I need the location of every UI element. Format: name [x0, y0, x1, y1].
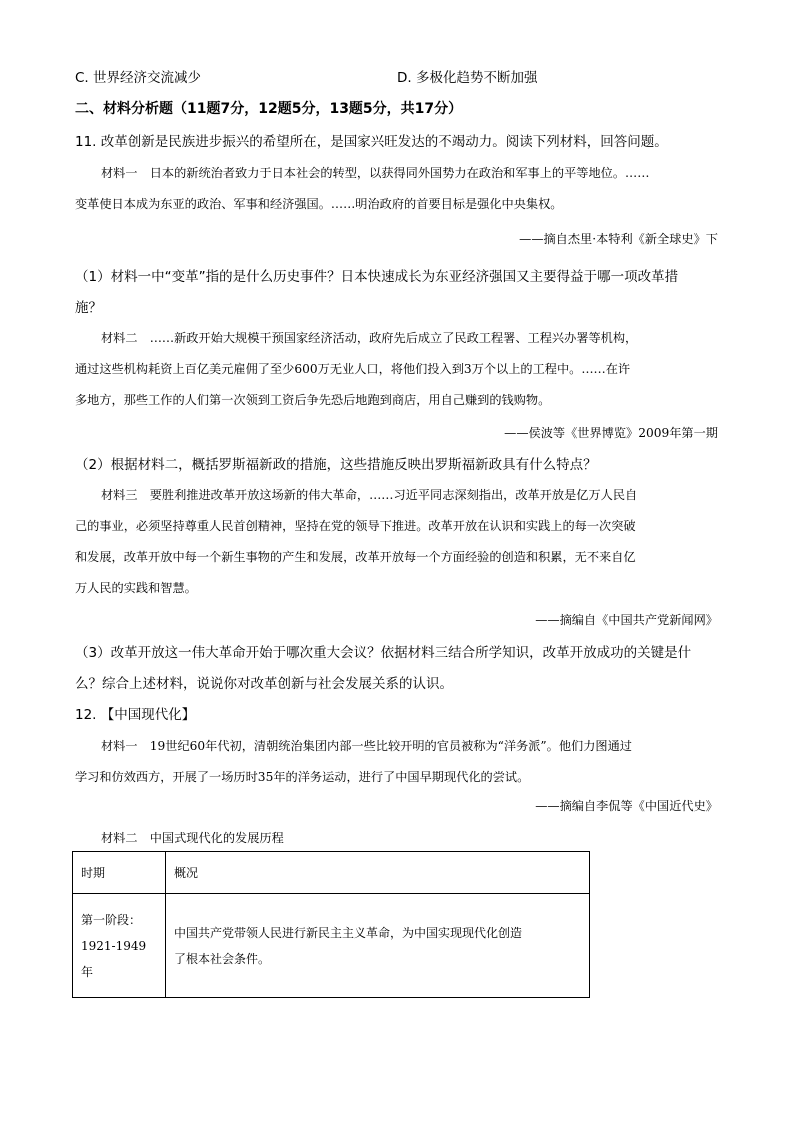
period-line2: 1921-1949 — [81, 938, 147, 953]
table-row — [73, 894, 590, 998]
q11-material2-source: ——侯波等《世界博览》2009年第一期 — [504, 426, 718, 440]
overview-line2: 了根本社会条件。 — [174, 951, 271, 966]
q11-sub3-line1: （3）改革开放这一伟大革命开始于哪次重大会议？依据材料三结合所学知识，改革开放成功的关键是什 — [75, 645, 692, 661]
q11-material2-line1: 材料二 ……新政开始大规模干预国家经济活动，政府先后成立了民政工程署、工程兴办署等机构， — [101, 331, 638, 345]
option-d: D. 多极化趋势不断加强 — [397, 70, 538, 86]
q11-material1-line2: 变革使日本成为东亚的政治、军事和经济强国。……明治政府的首要目标是强化中央集权。 — [75, 197, 563, 211]
q11-sub1-line1: （1）材料一中“变革”指的是什么历史事件？日本快速成长为东亚经济强国又主要得益于哪一项改革措 — [75, 269, 679, 285]
q12-material1-source: ——摘编自李侃等《中国近代史》 — [535, 799, 718, 813]
q11-material3-line1: 材料三 要胜利推进改革开放这场新的伟大革命，……习近平同志深刻指出，改革开放是亿万人民自 — [101, 488, 638, 502]
overview-line1: 中国共产党带领人民进行新民主主义革命，为中国实现现代化创造 — [174, 925, 523, 940]
table-header-row — [73, 852, 590, 894]
q11-material3-line4: 万人民的实践和智慧。 — [75, 581, 197, 595]
table-header-period: 时期 — [73, 852, 166, 894]
section-title: 二、材料分析题（11题7分，12题5分，13题5分，共17分） — [75, 101, 463, 117]
period-line1: 第一阶段： — [81, 912, 142, 927]
q11-material2-line3: 多地方，那些工作的人们第一次领到工资后争先恐后地跑到商店，用自己赚到的钱购物。 — [75, 393, 551, 407]
q12-material1-line2: 学习和仿效西方，开展了一场历时35年的洋务运动，进行了中国早期现代化的尝试。 — [75, 770, 530, 784]
q11-sub1-line2: 施？ — [75, 300, 102, 316]
q11-sub3-line2: 么？综合上述材料，说说你对改革创新与社会发展关系的认识。 — [75, 676, 453, 692]
option-c: C. 世界经济交流减少 — [75, 70, 202, 86]
table-cell-period — [73, 894, 166, 998]
q11-sub2: （2）根据材料二，概括罗斯福新政的措施，这些措施反映出罗斯福新政具有什么特点？ — [75, 457, 597, 473]
q11-material3-line3: 和发展，改革开放中每一个新生事物的产生和发展，改革开放每一个方面经验的创造和积累，无不来自亿 — [75, 550, 636, 564]
q12-material2-title: 材料二 中国式现代化的发展历程 — [101, 831, 284, 845]
q11-material3-line2: 己的事业，必须坚持尊重人民首创精神，坚持在党的领导下推进。改革开放在认识和实践上的每一次突破 — [75, 519, 636, 533]
q12-stem: 12. 【中国现代化】 — [75, 707, 196, 723]
q11-material2-line2: 通过这些机构耗资上百亿美元雇佣了至少600万无业人口，将他们投入到3万个以上的工程中。……在许 — [75, 362, 631, 376]
q11-material1-line1: 材料一 日本的新统治者致力于日本社会的转型，以获得同外国势力在政治和军事上的平等地位。…… — [101, 166, 650, 180]
q11-material1-source: ——摘自杰里·本特利《新全球史》下 — [519, 232, 718, 246]
q11-material3-source: ——摘编自《中国共产党新闻网》 — [535, 613, 718, 627]
table-header-overview: 概况 — [166, 852, 590, 894]
development-table — [72, 851, 590, 998]
period-line3: 年 — [81, 964, 94, 979]
q12-material1-line1: 材料一 19世纪60年代初，清朝统治集团内部一些比较开明的官员被称为“洋务派”。他们力图通过 — [101, 739, 632, 753]
q11-stem: 11. 改革创新是民族进步振兴的希望所在，是国家兴旺发达的不竭动力。阅读下列材料，回答问题。 — [75, 134, 668, 150]
table-cell-overview — [166, 894, 590, 998]
